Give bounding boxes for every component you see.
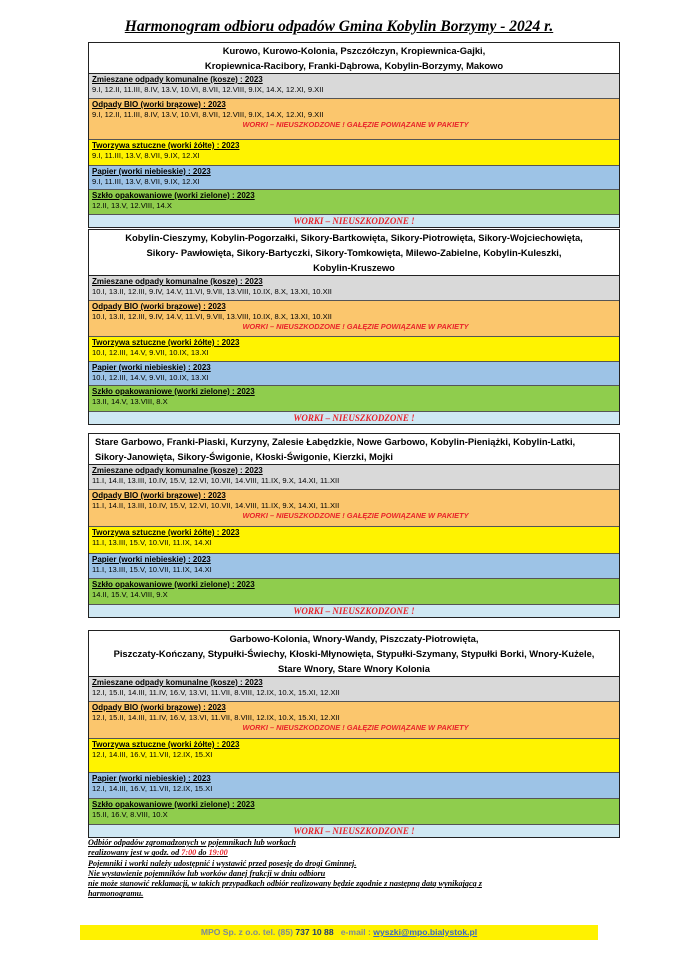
glass-dates: 13.II, 14.V, 13.VIII, 8.X: [92, 397, 168, 406]
schedule-block-3: [88, 433, 620, 618]
note-line: Pojemniki i worki należy udostępnić i wystawić przed posesję do drogi Gminnej.: [88, 858, 357, 868]
location-line: Garbowo-Kolonia, Wnory-Wandy, Piszczaty-Piotrowięta,: [229, 633, 479, 644]
schedule-block-4: [88, 630, 620, 838]
note-hours: [88, 848, 628, 858]
note-line: nie może stanowić reklamacji, w takich przypadkach odbiór realizowany będzie zgodnie z następną datą wynikającą z: [88, 879, 482, 889]
mixed-waste-dates: 12.I, 15.II, 14.III, 11.IV, 16.V, 13.VI, 11.VII, 8.VIII, 12.IX, 10.X, 15.XI, 12.XII: [92, 688, 340, 697]
plastic-dates: 9.I, 11.III, 13.V, 8.VII, 9.IX, 12.XI: [92, 151, 200, 160]
time-to: 19:00: [208, 848, 228, 858]
paper-dates: 12.I, 14.III, 16.V, 11.VII, 12.IX, 15.XI: [92, 784, 213, 793]
collection-notes: [88, 838, 628, 900]
paper-dates: 9.I, 11.III, 13.V, 8.VII, 9.IX, 12.XI: [92, 177, 200, 186]
locations-header: [89, 631, 619, 677]
time-from: 7:00: [181, 848, 197, 858]
plastic-dates: 10.I, 12.III, 14.V, 9.VII, 10.IX, 13.XI: [92, 348, 209, 357]
note-line: Odbiór odpadów zgromadzonych w pojemnikach lub workach: [88, 838, 296, 847]
paper-row: [89, 362, 619, 386]
mixed-waste-dates: 10.I, 13.II, 12.III, 9.IV, 14.V, 11.VI, 9.VII, 13.VIII, 10.IX, 8.X, 13.XI, 10.XII: [92, 287, 332, 296]
location-line: Sikory-Janowięta, Sikory-Świgonie, Kłoski-Świgonie, Kierzki, Mojki: [95, 451, 393, 462]
contact-bar: [80, 925, 598, 940]
note-text: do: [196, 848, 209, 858]
glass-row: [89, 190, 619, 215]
paper-label: Papier (worki niebieskie) : 2023: [92, 363, 211, 372]
locations-header: [89, 43, 619, 74]
paper-dates: 11.I, 13.III, 15.V, 10.VII, 11.IX, 14.XI: [92, 565, 212, 574]
mixed-waste-label: Zmieszane odpady komunalne (kosze) : 2023: [92, 678, 263, 687]
bio-waste-label: Odpady BIO (worki brązowe) : 2023: [92, 100, 226, 109]
paper-label: Papier (worki niebieskie) : 2023: [92, 167, 211, 176]
schedule-block-1: [88, 42, 620, 228]
bio-waste-row: [89, 301, 619, 337]
bio-waste-label: Odpady BIO (worki brązowe) : 2023: [92, 703, 226, 712]
email-link[interactable]: wyszki@mpo.bialystok.pl: [373, 927, 478, 937]
location-line: Kropiewnica-Racibory, Franki-Dąbrowa, Kobylin-Borzymy, Makowo: [204, 60, 504, 71]
block-footer-warning: WORKI – NIEUSZKODZONE !: [89, 412, 619, 424]
block-footer-warning: WORKI – NIEUSZKODZONE !: [89, 215, 619, 227]
glass-label: Szkło opakowaniowe (worki zielone) : 2023: [92, 191, 255, 200]
locations-header: [89, 230, 619, 276]
plastic-row: [89, 337, 619, 362]
bio-waste-row: [89, 490, 619, 527]
mixed-waste-dates: 9.I, 12.II, 11.III, 8.IV, 13.V, 10.VI, 8.VII, 12.VIII, 9.IX, 14.X, 12.XI, 9.XII: [92, 85, 324, 94]
glass-row: [89, 386, 619, 412]
block-footer-warning: WORKI – NIEUSZKODZONE !: [89, 605, 619, 617]
plastic-row: [89, 140, 619, 166]
bio-waste-row: [89, 702, 619, 739]
mixed-waste-row: [89, 74, 619, 99]
mixed-waste-row: [89, 465, 619, 490]
paper-row: [89, 166, 619, 190]
glass-label: Szkło opakowaniowe (worki zielone) : 2023: [92, 580, 255, 589]
page-title: Harmonogram odbioru odpadów Gmina Kobylin Borzymy - 2024 r.: [124, 18, 554, 35]
glass-label: Szkło opakowaniowe (worki zielone) : 2023: [92, 800, 255, 809]
paper-row: [89, 554, 619, 579]
note-line: Nie wystawienie pojemników lub worków danej frakcji w dniu odbioru: [88, 868, 326, 878]
block-footer-warning: WORKI – NIEUSZKODZONE !: [89, 825, 619, 837]
location-line: Stare Wnory, Stare Wnory Kolonia: [278, 663, 430, 674]
bio-warning: WORKI – NIEUSZKODZONE ! GAŁĘZIE POWIĄZANE W PAKIETY: [242, 120, 469, 129]
bio-waste-dates: 12.I, 15.II, 14.III, 11.IV, 16.V, 13.VI, 11.VII, 8.VIII, 12.IX, 10.X, 15.XI, 12.XII: [92, 713, 340, 722]
note-line: harmonogramu.: [88, 889, 144, 899]
plastic-dates: 11.I, 13.III, 15.V, 10.VII, 11.IX, 14.XI: [92, 538, 212, 547]
glass-dates: 14.II, 15.V, 14.VIII, 9.X: [92, 590, 168, 599]
glass-row: [89, 579, 619, 605]
paper-row: [89, 773, 619, 799]
locations-header: [89, 434, 619, 465]
mixed-waste-label: Zmieszane odpady komunalne (kosze) : 2023: [92, 75, 263, 84]
location-line: Sikory- Pawłowięta, Sikory-Bartyczki, Sikory-Tomkowięta, Milewo-Zabielne, Kobylin-Kuleszki,: [146, 247, 562, 258]
mixed-waste-dates: 11.I, 14.II, 13.III, 10.IV, 15.V, 12.VI, 10.VII, 14.VIII, 11.IX, 9.X, 14.XI, 11.XII: [92, 476, 340, 485]
glass-dates: 12.II, 13.V, 12.VIII, 14.X: [92, 201, 172, 210]
location-line: Kobylin-Cieszymy, Kobylin-Pogorzałki, Sikory-Bartkowięta, Sikory-Piotrowięta, Sikory-Wojciechowięta,: [125, 232, 583, 243]
company-info: MPO Sp. z o.o. tel. (85): [200, 927, 296, 937]
mixed-waste-row: [89, 677, 619, 702]
bio-waste-label: Odpady BIO (worki brązowe) : 2023: [92, 302, 226, 311]
bio-waste-label: Odpady BIO (worki brązowe) : 2023: [92, 491, 226, 500]
bio-warning: WORKI – NIEUSZKODZONE ! GAŁĘZIE POWIĄZANE W PAKIETY: [242, 511, 469, 520]
email-label: e-mail :: [340, 927, 374, 937]
schedule-block-2: [88, 229, 620, 425]
paper-dates: 10.I, 12.III, 14.V, 9.VII, 10.IX, 13.XI: [92, 373, 209, 382]
phone-number: 737 10 88: [295, 927, 334, 937]
bio-waste-row: [89, 99, 619, 140]
location-line: Piszczaty-Kończany, Stypułki-Świechy, Kłoski-Młynowięta, Stypułki-Szymany, Stypułki Borki, Wnory-Kużele,: [113, 648, 595, 659]
bio-warning: WORKI – NIEUSZKODZONE ! GAŁĘZIE POWIĄZANE W PAKIETY: [242, 723, 469, 732]
location-line: Kobylin-Kruszewo: [313, 262, 395, 273]
paper-label: Papier (worki niebieskie) : 2023: [92, 774, 211, 783]
plastic-label: Tworzywa sztuczne (worki żółte) : 2023: [92, 740, 240, 749]
bio-warning: WORKI – NIEUSZKODZONE ! GAŁĘZIE POWIĄZANE W PAKIETY: [242, 322, 469, 331]
bio-waste-dates: 10.I, 13.II, 12.III, 9.IV, 14.V, 11.VI, 9.VII, 13.VIII, 10.IX, 8.X, 13.XI, 10.XII: [92, 312, 332, 321]
plastic-label: Tworzywa sztuczne (worki żółte) : 2023: [92, 528, 240, 537]
glass-dates: 15.II, 16.V, 8.VIII, 10.X: [92, 810, 168, 819]
bio-waste-dates: 9.I, 12.II, 11.III, 8.IV, 13.V, 10.VI, 8.VII, 12.VIII, 9.IX, 14.X, 12.XI, 9.XII: [92, 110, 324, 119]
location-line: Stare Garbowo, Franki-Piaski, Kurzyny, Zalesie Łabędzkie, Nowe Garbowo, Kobylin-Pieniążki, Kobylin-Latki,: [95, 436, 576, 447]
glass-label: Szkło opakowaniowe (worki zielone) : 2023: [92, 387, 255, 396]
mixed-waste-row: [89, 276, 619, 301]
bio-waste-dates: 11.I, 14.II, 13.III, 10.IV, 15.V, 12.VI, 10.VII, 14.VIII, 11.IX, 9.X, 14.XI, 11.XII: [92, 501, 340, 510]
plastic-row: [89, 739, 619, 773]
note-text: realizowany jest w godz. od: [88, 848, 182, 858]
paper-label: Papier (worki niebieskie) : 2023: [92, 555, 211, 564]
plastic-row: [89, 527, 619, 554]
location-line: Kurowo, Kurowo-Kolonia, Pszczółczyn, Kropiewnica-Gajki,: [222, 45, 486, 56]
glass-row: [89, 799, 619, 825]
plastic-dates: 12.I, 14.III, 16.V, 11.VII, 12.IX, 15.XI: [92, 750, 213, 759]
mixed-waste-label: Zmieszane odpady komunalne (kosze) : 2023: [92, 277, 263, 286]
mixed-waste-label: Zmieszane odpady komunalne (kosze) : 2023: [92, 466, 263, 475]
plastic-label: Tworzywa sztuczne (worki żółte) : 2023: [92, 141, 240, 150]
plastic-label: Tworzywa sztuczne (worki żółte) : 2023: [92, 338, 240, 347]
